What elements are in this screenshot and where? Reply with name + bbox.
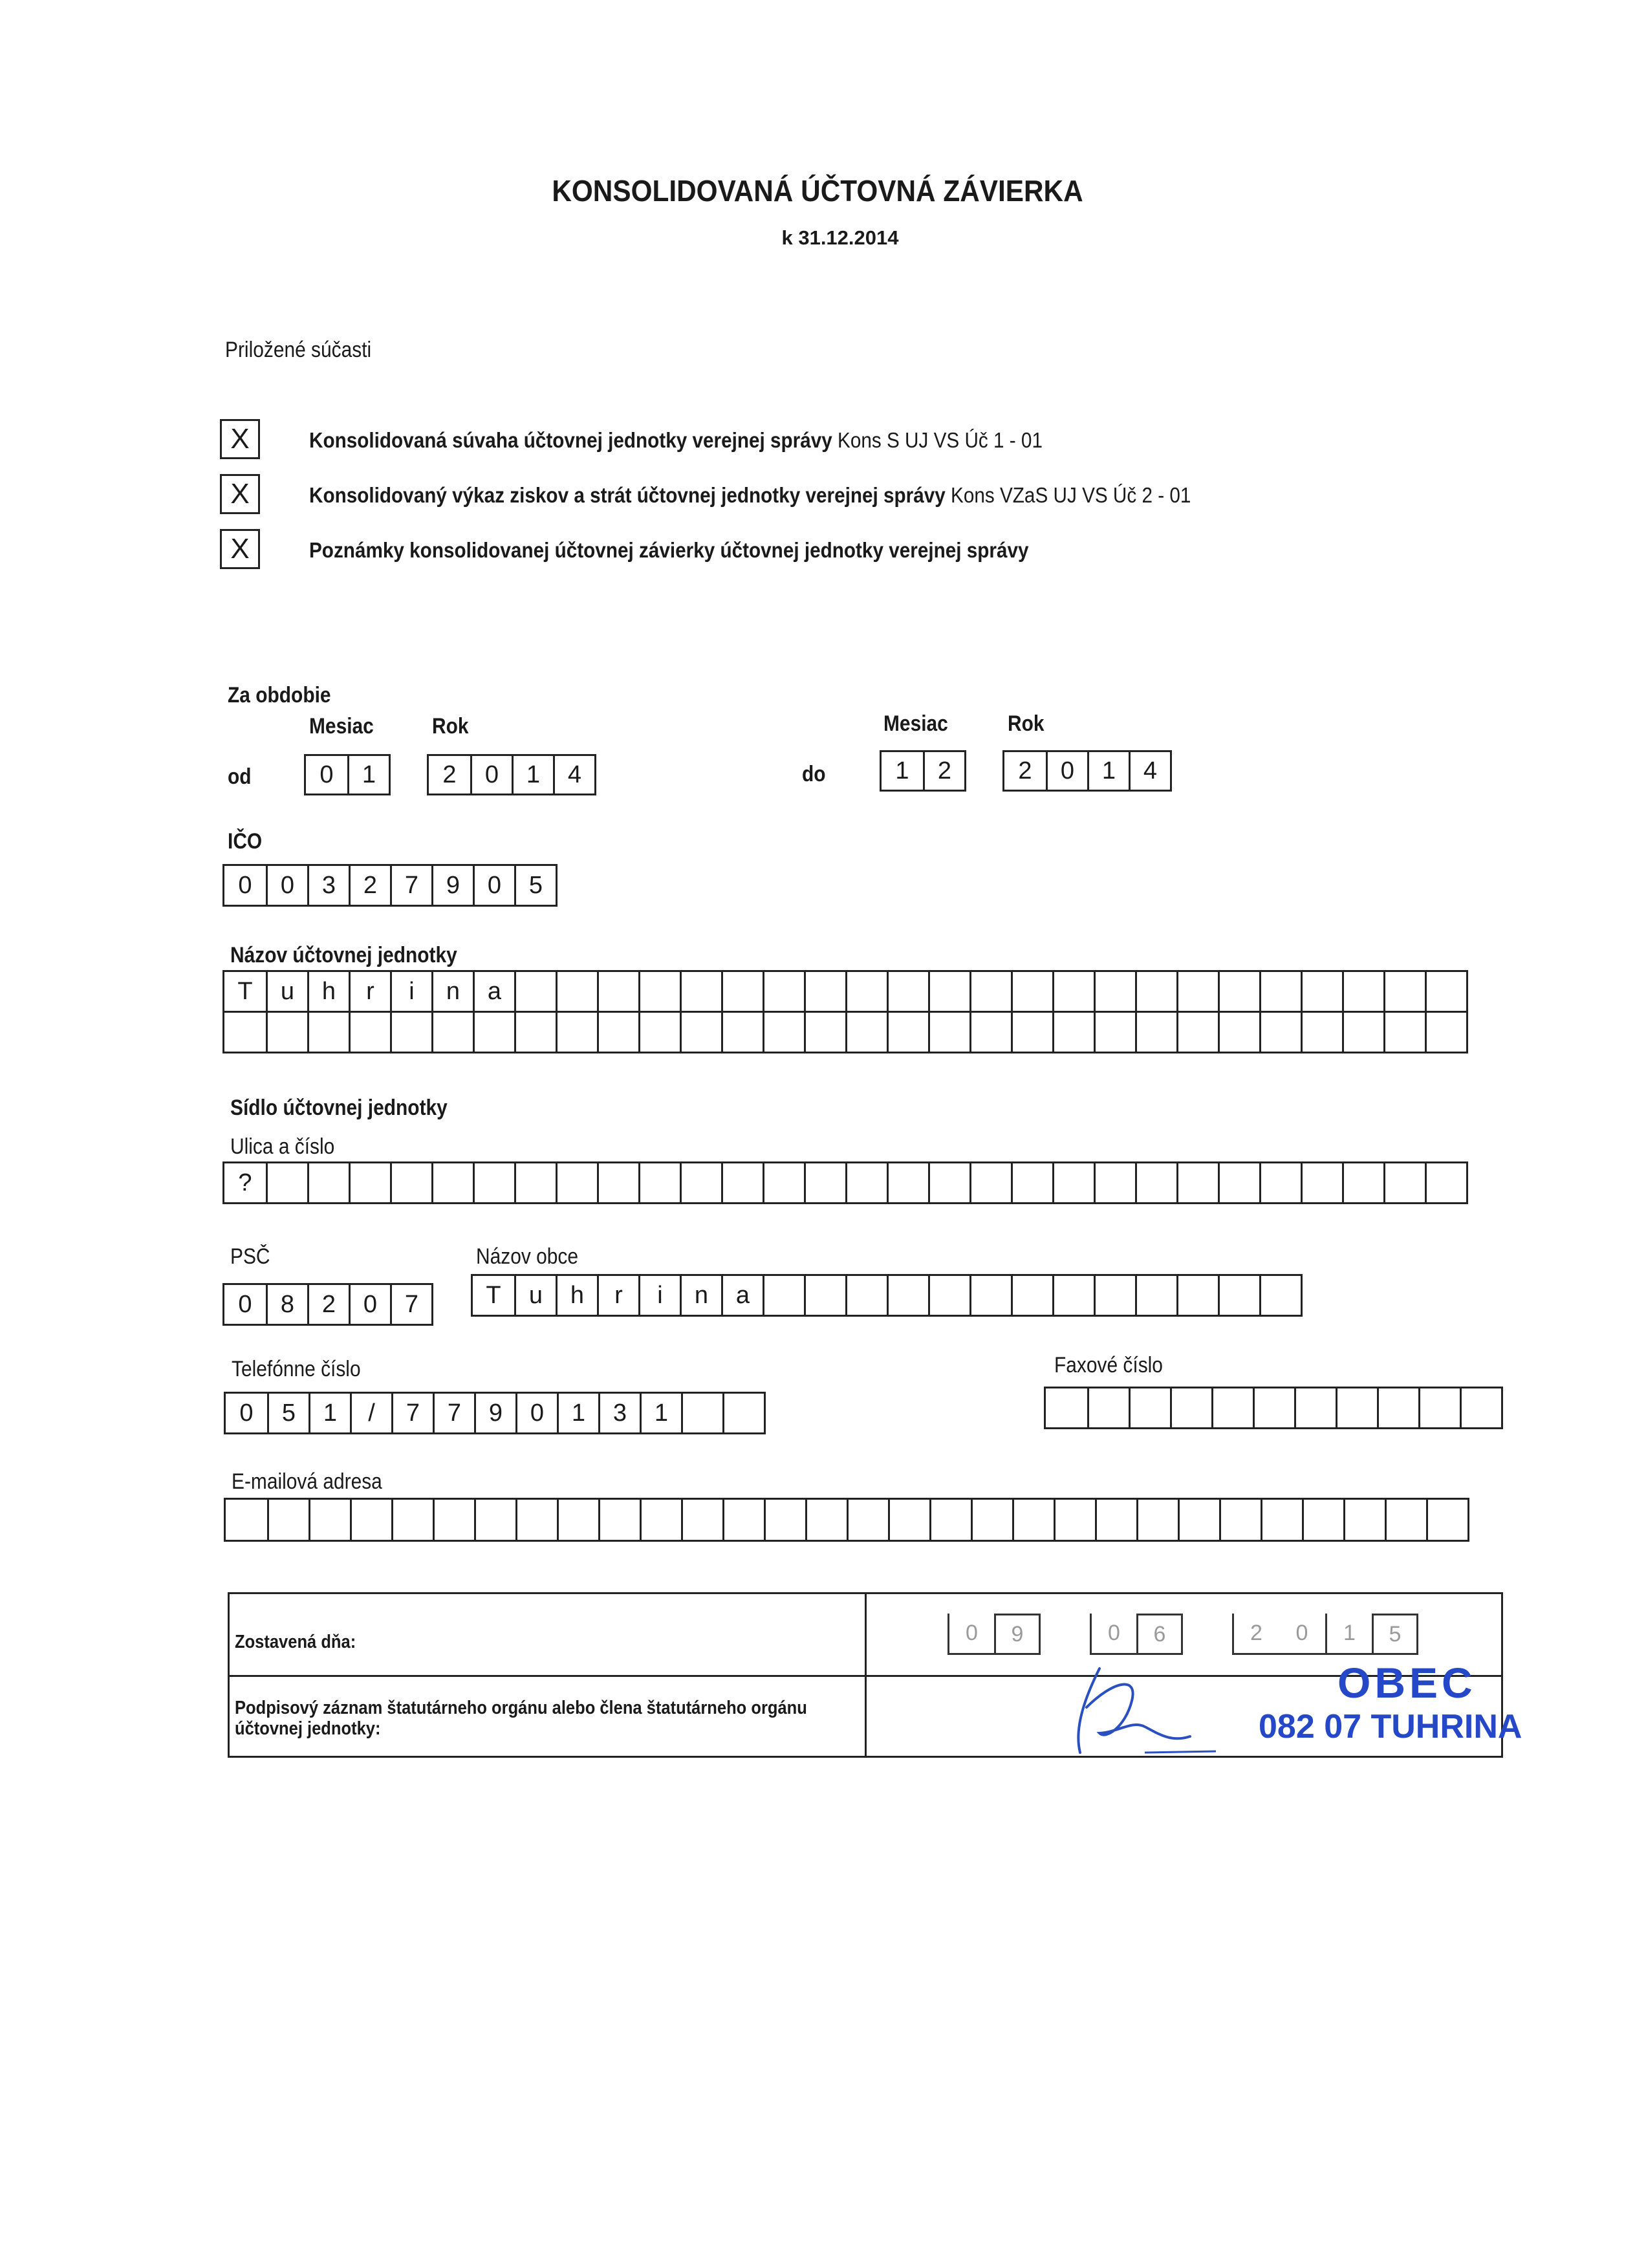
- character-cell: [390, 1013, 431, 1052]
- to-label: do: [802, 762, 826, 786]
- character-cell: [804, 972, 845, 1011]
- character-cell: [640, 1500, 681, 1540]
- to-year-digit: 4: [1129, 752, 1170, 790]
- from-year-digit: 1: [512, 756, 553, 794]
- character-cell: [845, 1013, 887, 1052]
- character-cell: /: [350, 1394, 391, 1432]
- character-cell: 8: [266, 1285, 307, 1324]
- character-cell: 0: [239, 1399, 254, 1427]
- city-label: Názov obce: [476, 1244, 579, 1269]
- character-cell: [721, 972, 763, 1011]
- character-cell: [969, 1276, 1011, 1315]
- attachment-label-3: [309, 538, 1029, 563]
- character-cell: [1211, 1388, 1253, 1427]
- character-cell: [1460, 1388, 1501, 1427]
- character-cell: [1135, 1013, 1176, 1052]
- character-cell: [764, 1500, 805, 1540]
- character-cell: 1: [557, 1394, 598, 1432]
- to-month-field[interactable]: [880, 750, 966, 792]
- compiled-year-field[interactable]: [1232, 1614, 1418, 1655]
- character-cell: [1176, 1013, 1218, 1052]
- character-cell: [1219, 1500, 1261, 1540]
- character-cell: T: [486, 1281, 501, 1309]
- character-cell: [514, 1013, 556, 1052]
- character-cell: u: [514, 1276, 556, 1315]
- character-cell: [1136, 1500, 1178, 1540]
- character-cell: [1135, 972, 1176, 1011]
- character-cell: 7: [433, 1394, 474, 1432]
- character-cell: [887, 1276, 928, 1315]
- character-cell: r: [349, 972, 390, 1011]
- compiled-day-digit: 9: [994, 1614, 1041, 1655]
- character-cell: [638, 1013, 680, 1052]
- compiled-day-field[interactable]: [947, 1614, 1041, 1655]
- character-cell: [681, 1394, 722, 1432]
- compiled-year-digit: 2: [1232, 1614, 1279, 1655]
- character-cell: u: [266, 972, 307, 1011]
- character-cell: [598, 1500, 640, 1540]
- character-cell: 7: [390, 1285, 431, 1324]
- character-cell: [433, 1500, 474, 1540]
- character-cell: [1012, 1500, 1054, 1540]
- character-cell: [556, 972, 597, 1011]
- psc-label: PSČ: [230, 1244, 270, 1269]
- character-cell: [763, 972, 804, 1011]
- from-year-digit: 4: [553, 756, 594, 794]
- attachment-checkbox-3[interactable]: X: [220, 529, 260, 569]
- email-field[interactable]: [224, 1498, 1469, 1542]
- character-cell: 7: [391, 1394, 433, 1432]
- compiled-day-digit: 0: [947, 1614, 994, 1655]
- character-cell: [804, 1276, 845, 1315]
- character-cell: [1094, 1013, 1135, 1052]
- character-cell: [1377, 1388, 1418, 1427]
- character-cell: 3: [598, 1394, 640, 1432]
- character-cell: n: [431, 972, 473, 1011]
- character-cell: i: [638, 1276, 680, 1315]
- character-cell: [597, 1163, 638, 1202]
- character-cell: [847, 1500, 888, 1540]
- character-cell: [1342, 1163, 1383, 1202]
- character-cell: [515, 1500, 557, 1540]
- character-cell: [928, 1163, 969, 1202]
- character-cell: [1426, 1500, 1467, 1540]
- character-cell: [1052, 1013, 1094, 1052]
- character-cell: 0: [266, 866, 307, 905]
- character-cell: [805, 1500, 847, 1540]
- character-cell: [1301, 1013, 1342, 1052]
- to-month-digit: 2: [923, 752, 964, 790]
- character-cell: [845, 1163, 887, 1202]
- character-cell: [887, 972, 928, 1011]
- to-year-digit: 0: [1046, 752, 1087, 790]
- attachment-code-2: Kons VZaS UJ VS Úč 2 - 01: [951, 483, 1191, 507]
- character-cell: [763, 1013, 804, 1052]
- character-cell: [1294, 1388, 1336, 1427]
- character-cell: [474, 1500, 515, 1540]
- character-cell: [473, 1163, 514, 1202]
- attachment-checkbox-1[interactable]: X: [220, 419, 260, 459]
- character-cell: [722, 1394, 764, 1432]
- character-cell: [1052, 972, 1094, 1011]
- from-month-digit: 0: [319, 761, 334, 788]
- character-cell: [266, 1013, 307, 1052]
- character-cell: [1129, 1388, 1170, 1427]
- character-cell: [928, 972, 969, 1011]
- character-cell: [1383, 1013, 1425, 1052]
- character-cell: [1094, 972, 1135, 1011]
- ico-field[interactable]: [222, 864, 558, 907]
- compiled-year-digit: 1: [1325, 1614, 1372, 1655]
- character-cell: [638, 1163, 680, 1202]
- character-cell: [928, 1276, 969, 1315]
- attachment-code-1: Kons S UJ VS Úč 1 - 01: [838, 428, 1043, 452]
- character-cell: n: [680, 1276, 721, 1315]
- character-cell: [224, 1013, 266, 1052]
- to-month-digit: 1: [895, 757, 909, 784]
- character-cell: [1094, 1163, 1135, 1202]
- character-cell: [307, 1163, 349, 1202]
- compiled-label: Zostavená dňa:: [235, 1632, 356, 1652]
- character-cell: [969, 972, 1011, 1011]
- compiled-year-digit: 5: [1372, 1614, 1418, 1655]
- character-cell: [1176, 1276, 1218, 1315]
- character-cell: [1343, 1500, 1385, 1540]
- character-cell: i: [390, 972, 431, 1011]
- character-cell: [845, 1276, 887, 1315]
- character-cell: [349, 1013, 390, 1052]
- entity-name-field-row2[interactable]: [222, 1011, 1468, 1053]
- character-cell: [1218, 1013, 1259, 1052]
- character-cell: [969, 1163, 1011, 1202]
- entity-name-field-row1[interactable]: [222, 970, 1468, 1013]
- character-cell: [1135, 1163, 1176, 1202]
- character-cell: [1176, 972, 1218, 1011]
- character-cell: [681, 1500, 722, 1540]
- from-month-label: Mesiac: [309, 714, 374, 739]
- phone-label: Telefónne číslo: [232, 1357, 361, 1381]
- character-cell: [1095, 1500, 1136, 1540]
- character-cell: [971, 1500, 1012, 1540]
- character-cell: [1425, 1163, 1466, 1202]
- character-cell: [1218, 1276, 1259, 1315]
- character-cell: [597, 972, 638, 1011]
- from-month-field[interactable]: [304, 754, 391, 795]
- from-year-digit: 0: [470, 756, 512, 794]
- character-cell: [1094, 1276, 1135, 1315]
- character-cell: [928, 1013, 969, 1052]
- attachment-label-1: [309, 428, 1043, 453]
- character-cell: [1218, 1163, 1259, 1202]
- phone-field[interactable]: [224, 1392, 766, 1434]
- character-cell: [391, 1500, 433, 1540]
- to-month-label: Mesiac: [883, 711, 948, 736]
- character-cell: [1425, 1013, 1466, 1052]
- character-cell: [431, 1163, 473, 1202]
- character-cell: [887, 1013, 928, 1052]
- character-cell: [1054, 1500, 1095, 1540]
- character-cell: ?: [238, 1169, 252, 1196]
- character-cell: [556, 1163, 597, 1202]
- psc-field[interactable]: [222, 1283, 433, 1326]
- ico-label: IČO: [228, 829, 263, 854]
- character-cell: [514, 972, 556, 1011]
- character-cell: [1418, 1388, 1460, 1427]
- compiled-month-digit: 0: [1090, 1614, 1136, 1655]
- character-cell: 2: [349, 866, 390, 905]
- character-cell: 9: [474, 1394, 515, 1432]
- character-cell: a: [473, 972, 514, 1011]
- character-cell: [1011, 1013, 1052, 1052]
- character-cell: [1052, 1276, 1094, 1315]
- street-field[interactable]: [222, 1161, 1468, 1204]
- document-date: k 31.12.2014: [781, 226, 899, 249]
- street-label: Ulica a číslo: [230, 1134, 335, 1159]
- character-cell: [1011, 972, 1052, 1011]
- character-cell: 2: [307, 1285, 349, 1324]
- compiled-month-field[interactable]: [1090, 1614, 1183, 1655]
- character-cell: [226, 1500, 267, 1540]
- handwritten-signature: [1061, 1656, 1229, 1766]
- character-cell: [1336, 1388, 1377, 1427]
- character-cell: [1178, 1500, 1219, 1540]
- character-cell: [1218, 972, 1259, 1011]
- character-cell: [1383, 1163, 1425, 1202]
- character-cell: [1383, 972, 1425, 1011]
- character-cell: 3: [307, 866, 349, 905]
- city-field[interactable]: [471, 1274, 1303, 1317]
- character-cell: [721, 1163, 763, 1202]
- character-cell: [1301, 972, 1342, 1011]
- character-cell: [1011, 1163, 1052, 1202]
- period-heading: Za obdobie: [228, 683, 331, 707]
- character-cell: [1259, 1013, 1301, 1052]
- character-cell: [266, 1163, 307, 1202]
- character-cell: [1342, 1013, 1383, 1052]
- compiled-month-digit: 6: [1136, 1614, 1183, 1655]
- character-cell: [969, 1013, 1011, 1052]
- character-cell: 0: [238, 1290, 252, 1318]
- character-cell: [722, 1500, 764, 1540]
- character-cell: T: [237, 977, 253, 1005]
- sign-label-line1: Podpisový záznam štatutárneho orgánu alebo člena štatutárneho orgánu: [235, 1698, 807, 1718]
- attachment-text-3: Poznámky konsolidovanej účtovnej závierky účtovnej jednotky verejnej správy: [309, 538, 1029, 562]
- character-cell: [1046, 1388, 1087, 1427]
- character-cell: [1261, 1500, 1302, 1540]
- character-cell: 0: [473, 866, 514, 905]
- sign-label-line2: účtovnej jednotky:: [235, 1718, 381, 1739]
- character-cell: 7: [390, 866, 431, 905]
- character-cell: 5: [514, 866, 556, 905]
- attachment-checkbox-2[interactable]: X: [220, 474, 260, 514]
- character-cell: [1052, 1163, 1094, 1202]
- document-title: KONSOLIDOVANÁ ÚČTOVNÁ ZÁVIERKA: [552, 174, 1083, 208]
- from-year-label: Rok: [432, 714, 469, 739]
- character-cell: [309, 1500, 350, 1540]
- character-cell: a: [721, 1276, 763, 1315]
- to-year-digit: 2: [1018, 757, 1032, 784]
- fax-field[interactable]: [1044, 1387, 1503, 1429]
- character-cell: [1259, 972, 1301, 1011]
- character-cell: h: [556, 1276, 597, 1315]
- character-cell: [1135, 1276, 1176, 1315]
- stamp-line2: 082 07 TUHRINA: [1259, 1708, 1522, 1745]
- character-cell: h: [307, 972, 349, 1011]
- compiled-year-digit: 0: [1279, 1614, 1325, 1655]
- character-cell: [1259, 1276, 1301, 1315]
- character-cell: [1425, 972, 1466, 1011]
- character-cell: [557, 1500, 598, 1540]
- from-label: od: [228, 764, 252, 789]
- attachment-text-2: Konsolidovaný výkaz ziskov a strát účtovnej jednotky verejnej správy: [309, 483, 946, 507]
- character-cell: [887, 1163, 928, 1202]
- character-cell: [349, 1163, 390, 1202]
- character-cell: [763, 1163, 804, 1202]
- to-year-label: Rok: [1008, 711, 1045, 736]
- character-cell: [431, 1013, 473, 1052]
- character-cell: [638, 972, 680, 1011]
- character-cell: [1011, 1276, 1052, 1315]
- character-cell: [1170, 1388, 1211, 1427]
- character-cell: [929, 1500, 971, 1540]
- character-cell: [307, 1013, 349, 1052]
- character-cell: [721, 1013, 763, 1052]
- character-cell: [1176, 1163, 1218, 1202]
- character-cell: [888, 1500, 929, 1540]
- from-month-digit: 1: [347, 756, 389, 794]
- character-cell: [1087, 1388, 1129, 1427]
- attachment-text-1: Konsolidovaná súvaha účtovnej jednotky verejnej správy: [309, 428, 832, 452]
- character-cell: [680, 1013, 721, 1052]
- character-cell: 1: [640, 1394, 681, 1432]
- character-cell: [556, 1013, 597, 1052]
- character-cell: 0: [349, 1285, 390, 1324]
- character-cell: 5: [267, 1394, 309, 1432]
- entity-name-label: Názov účtovnej jednotky: [230, 943, 457, 967]
- from-year-field[interactable]: [427, 754, 596, 795]
- to-year-field[interactable]: [1002, 750, 1172, 792]
- email-label: E-mailová adresa: [232, 1469, 382, 1494]
- character-cell: [1253, 1388, 1294, 1427]
- character-cell: [390, 1163, 431, 1202]
- character-cell: [350, 1500, 391, 1540]
- character-cell: [804, 1013, 845, 1052]
- character-cell: [763, 1276, 804, 1315]
- attachments-heading: Priložené súčasti: [225, 338, 372, 362]
- character-cell: [804, 1163, 845, 1202]
- character-cell: [680, 1163, 721, 1202]
- character-cell: 0: [238, 871, 252, 899]
- character-cell: [473, 1013, 514, 1052]
- address-heading: Sídlo účtovnej jednotky: [230, 1096, 448, 1120]
- character-cell: 9: [431, 866, 473, 905]
- character-cell: [1301, 1163, 1342, 1202]
- character-cell: [514, 1163, 556, 1202]
- from-year-digit: 2: [442, 761, 457, 788]
- character-cell: 1: [309, 1394, 350, 1432]
- table-divider: [865, 1594, 867, 1756]
- character-cell: [1342, 972, 1383, 1011]
- character-cell: [1385, 1500, 1426, 1540]
- character-cell: 0: [515, 1394, 557, 1432]
- character-cell: [597, 1013, 638, 1052]
- character-cell: [1259, 1163, 1301, 1202]
- character-cell: [845, 972, 887, 1011]
- stamp-line1: OBEC: [1337, 1659, 1477, 1707]
- character-cell: r: [597, 1276, 638, 1315]
- attachment-label-2: [309, 483, 1191, 508]
- fax-label: Faxové číslo: [1054, 1353, 1163, 1377]
- character-cell: [1302, 1500, 1343, 1540]
- to-year-digit: 1: [1087, 752, 1129, 790]
- character-cell: [267, 1500, 309, 1540]
- character-cell: [680, 972, 721, 1011]
